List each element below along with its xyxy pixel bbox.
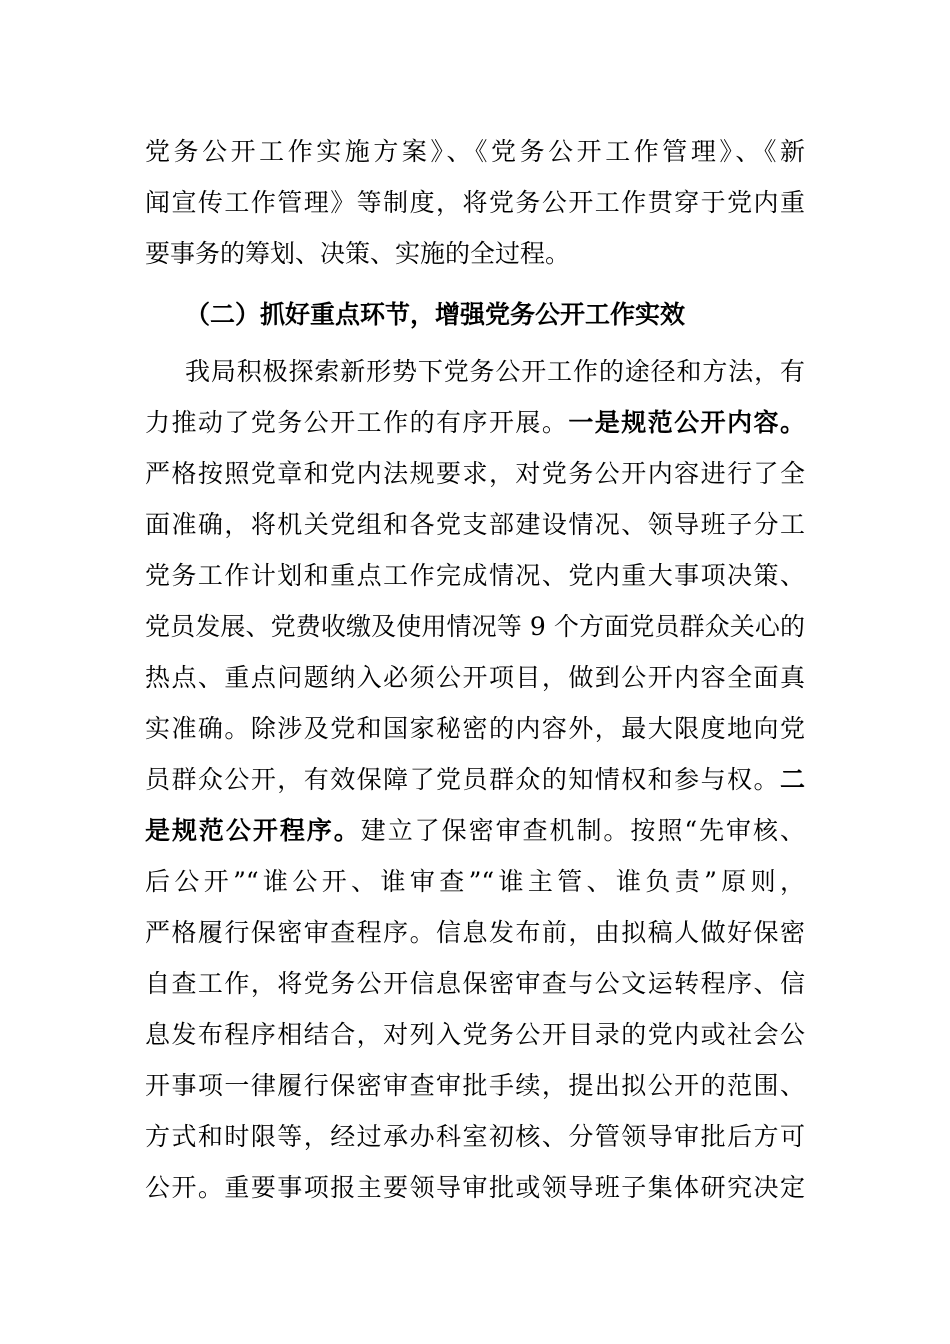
paragraph-line-16: 方式和时限等，经过承办科室初核、分管领导审批后方可	[145, 1122, 805, 1151]
paragraph-line-8: 实准确。除涉及党和国家秘密的内容外，最大限度地向党	[145, 714, 805, 743]
paragraph-text: 建立了保密审查机制。按照“先审核、	[360, 816, 805, 845]
paragraph-line-3: 严格按照党章和党内法规要求，对党务公开内容进行了全	[145, 459, 805, 488]
intro-line-2: 闻宣传工作管理》等制度，将党务公开工作贯穿于党内重	[145, 188, 805, 217]
paragraph-line-9	[145, 754, 805, 805]
bold-point-2-start: 二	[779, 765, 805, 794]
paragraph-line-2	[145, 397, 805, 448]
paragraph-text: 员群众公开，有效保障了党员群众的知情权和参与权。	[145, 765, 780, 794]
document-body	[145, 126, 805, 1213]
paragraph-line-15: 开事项一律履行保密审查审批手续，提出拟公开的范围、	[145, 1071, 805, 1100]
paragraph-line-12: 严格履行保密审查程序。信息发布前，由拟稿人做好保密	[145, 918, 805, 947]
paragraph-line-1: 我局积极探索新形势下党务公开工作的途径和方法，有	[185, 357, 805, 386]
paragraph-text: 力推动了党务公开工作的有序开展。	[145, 408, 569, 437]
paragraph-line-10	[145, 805, 805, 856]
paragraph-line-5: 党务工作计划和重点工作完成情况、党内重大事项决策、	[145, 561, 805, 590]
paragraph-line-4: 面准确，将机关党组和各党支部建设情况、领导班子分工	[145, 510, 805, 539]
paragraph-line-14: 息发布程序相结合，对列入党务公开目录的党内或社会公	[145, 1020, 805, 1049]
intro-line-1: 党务公开工作实施方案》、《党务公开工作管理》、《新	[145, 137, 805, 166]
paragraph-line-6: 党员发展、党费收缴及使用情况等 9 个方面党员群众关心的	[145, 612, 805, 641]
paragraph-line-17: 公开。重要事项报主要领导审批或领导班子集体研究决定	[145, 1173, 805, 1202]
section-heading: （二）抓好重点环节，增强党务公开工作实效	[185, 300, 686, 329]
intro-line-3: 要事务的筹划、决策、实施的全过程。	[145, 239, 571, 268]
bold-point-1: 一是规范公开内容。	[568, 408, 805, 437]
paragraph-line-11: 后公开”“谁公开、谁审查”“谁主管、谁负责”原则，	[145, 867, 805, 896]
paragraph-line-13: 自查工作，将党务公开信息保密审查与公文运转程序、信	[145, 969, 805, 998]
paragraph-line-7: 热点、重点问题纳入必须公开项目，做到公开内容全面真	[145, 663, 805, 692]
bold-point-2-end: 是规范公开程序。	[145, 816, 361, 845]
